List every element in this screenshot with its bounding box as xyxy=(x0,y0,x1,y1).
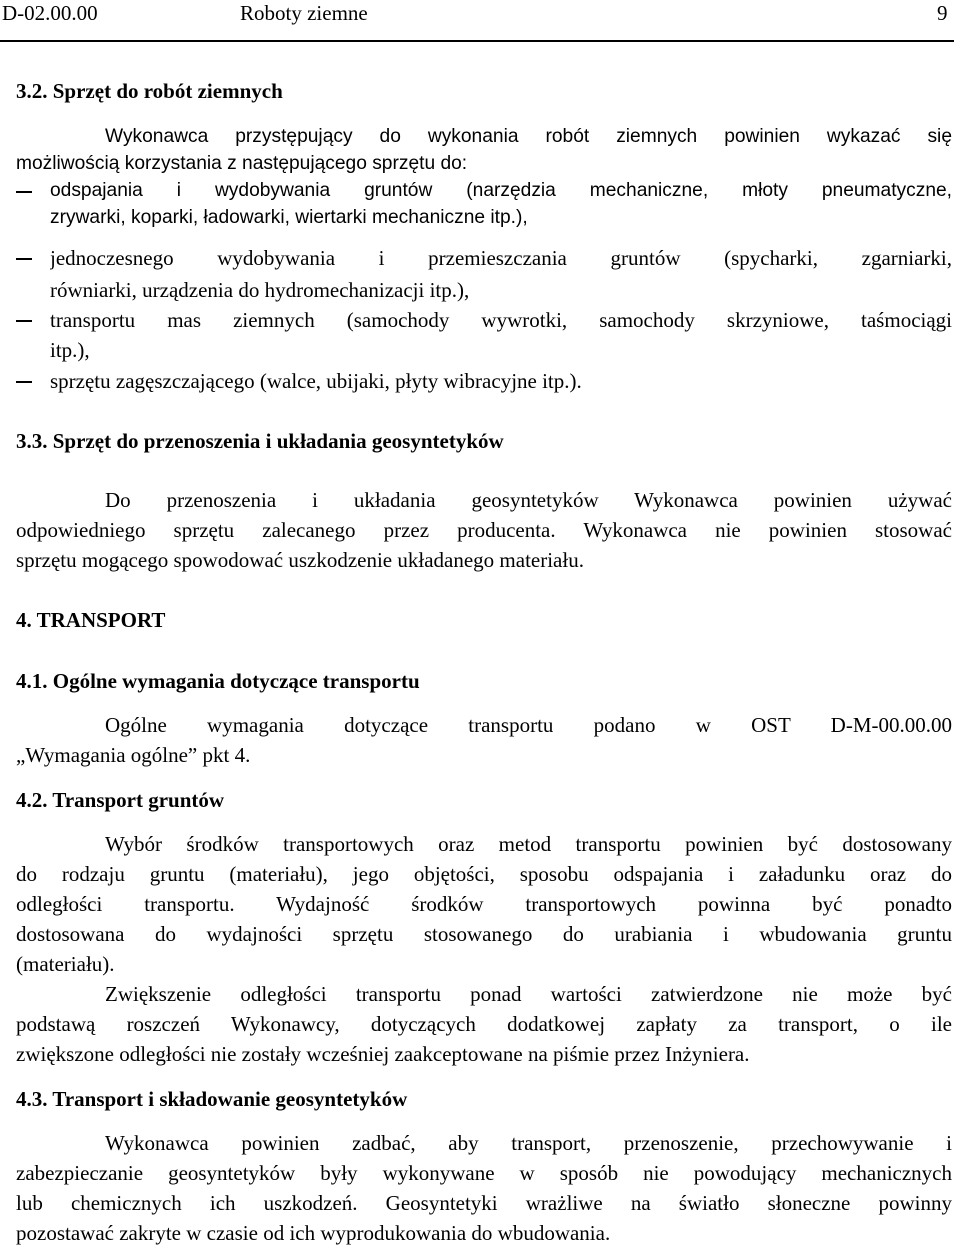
list-dash xyxy=(16,258,32,260)
paragraph-line: do rodzaju gruntu (materiału), jego objętości, sposobu odspajania i załadunku oraz do xyxy=(16,862,952,886)
list-item-line: itp.), xyxy=(50,338,90,362)
section-heading-4: 4. TRANSPORT xyxy=(16,608,166,632)
list-item-line: równiarki, urządzenia do hydromechanizacji itp.), xyxy=(50,278,470,302)
paragraph-line: Wybór środków transportowych oraz metod transportu powinien być dostosowany xyxy=(105,832,952,856)
paragraph-line: pozostawać zakryte w czasie od ich wyprodukowania do wbudowania. xyxy=(16,1221,611,1245)
paragraph-line: odpowiedniego sprzętu zalecanego przez producenta. Wykonawca nie powinien stosować xyxy=(16,518,952,542)
paragraph-line: sprzętu mogącego spowodować uszkodzenie układanego materiału. xyxy=(16,548,584,572)
paragraph-line: podstawą roszczeń Wykonawcy, dotyczących dodatkowej zapłaty za transport, o ile xyxy=(16,1012,952,1036)
section-heading-4-2: 4.2. Transport gruntów xyxy=(16,788,225,812)
list-dash xyxy=(16,320,32,322)
section-heading-4-3: 4.3. Transport i składowanie geosyntetyków xyxy=(16,1087,408,1111)
paragraph-line: (materiału). xyxy=(16,952,115,976)
paragraph-line: zwiększone odległości nie zostały wcześniej zaakceptowane na piśmie przez Inżyniera. xyxy=(16,1042,750,1066)
list-item-line: transportu mas ziemnych (samochody wywrotki, samochody skrzyniowe, taśmociągi xyxy=(50,308,952,332)
paragraph-line: Wykonawca przystępujący do wykonania robót ziemnych powinien wykazać się xyxy=(105,126,952,147)
paragraph-line: zabezpieczanie geosyntetyków były wykonywane w sposób nie powodujący mechanicznych xyxy=(16,1161,952,1185)
list-item-line: sprzętu zagęszczającego (walce, ubijaki, płyty wibracyjne itp.). xyxy=(50,369,582,393)
paragraph-line: odległości transportu. Wydajność środków transportowych powinna być ponadto xyxy=(16,892,952,916)
document-code: D-02.00.00 xyxy=(2,1,98,25)
section-heading-3-3: 3.3. Sprzęt do przenoszenia i układania geosyntetyków xyxy=(16,429,504,453)
document-title: Roboty ziemne xyxy=(240,1,368,25)
list-item-line: zrywarki, koparki, ładowarki, wiertarki mechaniczne itp.), xyxy=(50,207,528,228)
page-header xyxy=(0,0,954,42)
paragraph-line: Wykonawca powinien zadbać, aby transport, przenoszenie, przechowywanie i xyxy=(105,1131,952,1155)
paragraph-line: Ogólne wymagania dotyczące transportu podano w OST D-M-00.00.00 xyxy=(105,713,952,737)
section-heading-4-1: 4.1. Ogólne wymagania dotyczące transportu xyxy=(16,669,420,693)
paragraph-line: lub chemicznych ich uszkodzeń. Geosyntetyki wrażliwe na światło słoneczne powinny xyxy=(16,1191,952,1215)
page-number: 9 xyxy=(937,1,948,25)
list-item-line: odspajania i wydobywania gruntów (narzędzia mechaniczne, młoty pneumatyczne, xyxy=(50,180,952,201)
paragraph-line: Do przenoszenia i układania geosyntetyków Wykonawca powinien używać xyxy=(105,488,952,512)
list-item-line: jednoczesnego wydobywania i przemieszczania gruntów (spycharki, zgarniarki, xyxy=(50,246,952,270)
paragraph-line: możliwością korzystania z następującego sprzętu do: xyxy=(16,153,468,174)
list-dash xyxy=(16,381,32,383)
section-heading-3-2: 3.2. Sprzęt do robót ziemnych xyxy=(16,79,283,103)
paragraph-line: Zwiększenie odległości transportu ponad wartości zatwierdzone nie może być xyxy=(105,982,952,1006)
list-dash xyxy=(16,191,32,193)
paragraph-line: dostosowana do wydajności sprzętu stosowanego do urabiania i wbudowania gruntu xyxy=(16,922,952,946)
paragraph-line: „Wymagania ogólne” pkt 4. xyxy=(16,743,251,767)
